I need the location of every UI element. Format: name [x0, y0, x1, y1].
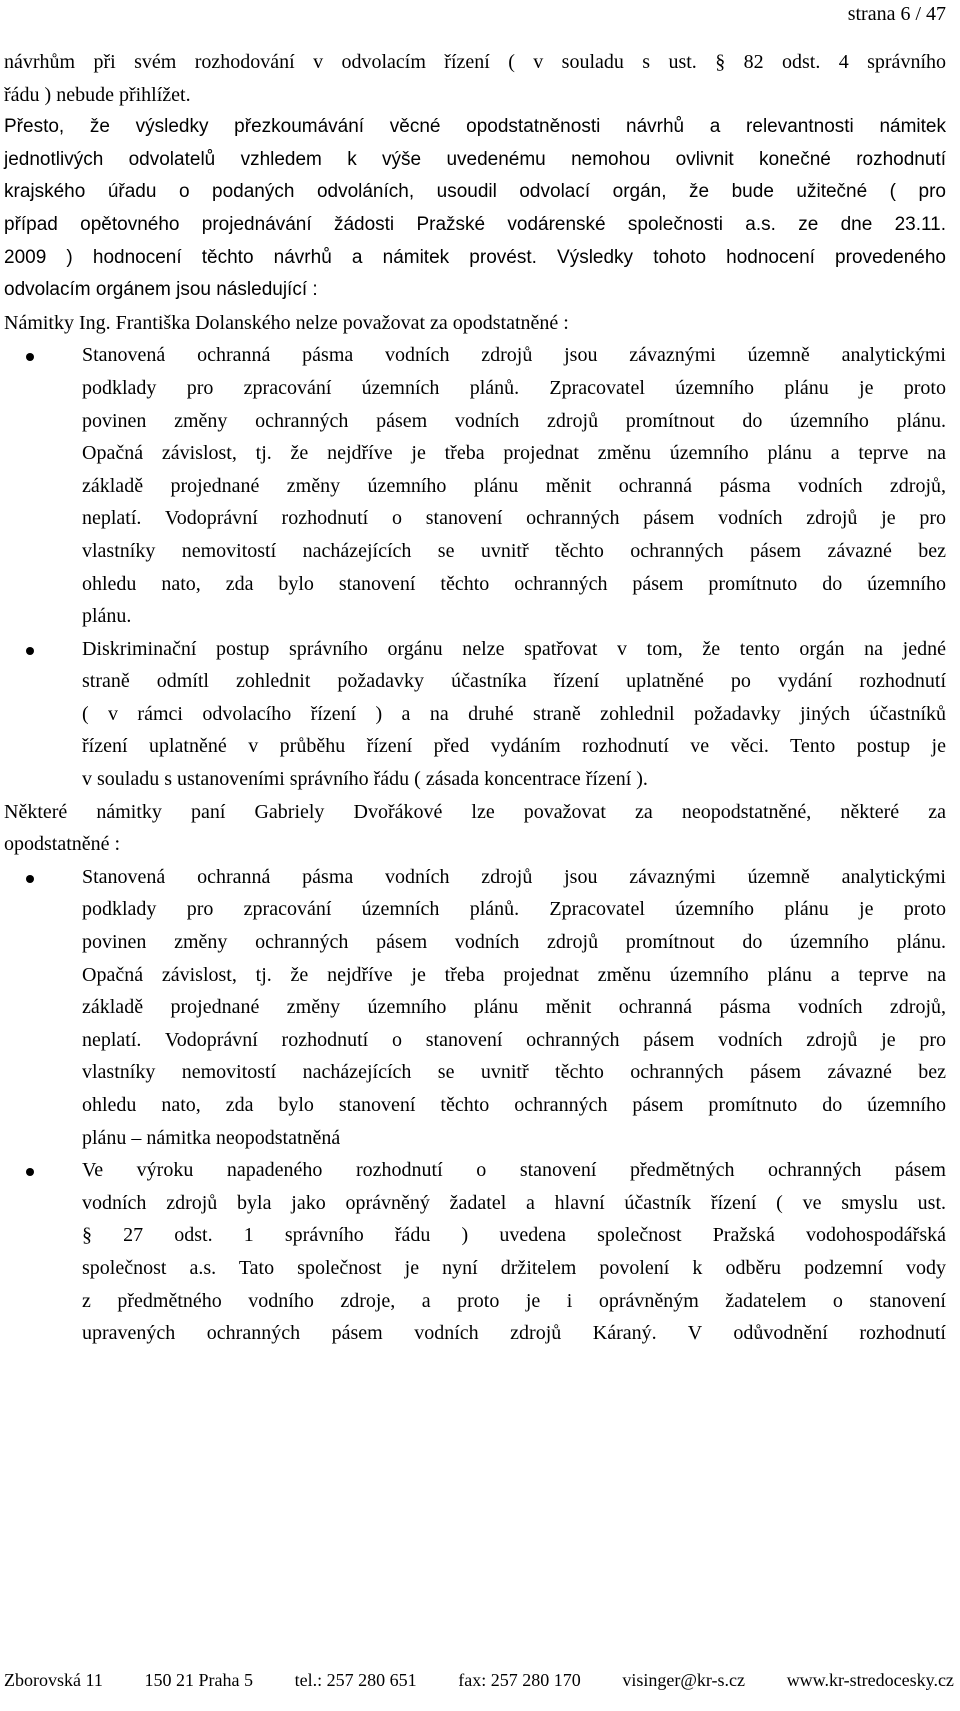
text-line: vlastníky nemovitostí nacházejících se uvnitř těchto ochranných pásem závazné bez — [82, 539, 946, 562]
text-line: Některé námitky paní Gabriely Dvořákové lze považovat za neopodstatněné, některé za — [4, 800, 946, 823]
text-line: § 27 odst. 1 správního řádu ) uvedena společnost Pražská vodohospodářská — [82, 1224, 946, 1247]
list-item — [4, 861, 946, 1154]
text-line: odvolacím orgánem jsou následující : — [4, 279, 318, 301]
list-item — [4, 1154, 946, 1350]
section-heading-dolansky — [4, 307, 946, 340]
text-line: Stanovená ochranná pásma vodních zdrojů jsou závaznými územně analytickými — [82, 865, 946, 888]
document-body — [4, 46, 946, 1350]
text-line: neplatí. Vodoprávní rozhodnutí o stanovení ochranných pásem vodních zdrojů je pro — [82, 507, 946, 530]
text-line: z předmětného vodního zdroje, a proto je i oprávněným žadatelem o stanovení — [82, 1289, 946, 1312]
text-line: krajského úřadu o podaných odvoláních, usoudil odvolací orgán, že bude užitečné ( pro — [4, 181, 946, 203]
footer-phone: tel.: 257 280 651 — [294, 1670, 417, 1690]
text-line: společnost a.s. Tato společnost je nyní držitelem povolení k odběru podzemní vody — [82, 1256, 946, 1279]
page-footer — [4, 1669, 954, 1691]
text-line: povinen změny ochranných pásem vodních zdrojů promítnout do územního plánu. — [82, 409, 946, 432]
text-line: základě projednané změny územního plánu měnit ochranná pásma vodních zdrojů, — [82, 474, 946, 497]
text-line: straně odmítl zohlednit požadavky účastníka řízení uplatněné po vydání rozhodnutí — [82, 670, 946, 693]
list-item — [4, 339, 946, 632]
text-line: vodních zdrojů byla jako oprávněný žadatel a hlavní účastník řízení ( ve smyslu ust. — [82, 1191, 946, 1214]
text-line: jednotlivých odvolatelů vzhledem k výše uvedenému nemohou ovlivnit konečné rozhodnutí — [4, 148, 946, 170]
footer-web-link[interactable]: www.kr-stredocesky.cz — [786, 1670, 954, 1690]
text-line: podklady pro zpracování územních plánů. Zpracovatel územního plánu je proto — [82, 376, 946, 399]
text-line: základě projednané změny územního plánu měnit ochranná pásma vodních zdrojů, — [82, 996, 946, 1019]
text-line: v souladu s ustanoveními správního řádu ( zásada koncentrace řízení ). — [82, 768, 648, 791]
text-line: Námitky Ing. Františka Dolanského nelze považovat za opodstatněné : — [4, 311, 569, 334]
section-heading-dvorakova — [4, 796, 946, 861]
footer-email-link[interactable]: visinger@kr-s.cz — [622, 1670, 746, 1690]
text-line: plánu. — [82, 605, 132, 628]
text-line: ohledu nato, zda bylo stanovení těchto ochranných pásem promítnuto do územního — [82, 1094, 946, 1116]
text-line: povinen změny ochranných pásem vodních zdrojů promítnout do územního plánu. — [82, 931, 946, 954]
evaluation-paragraph — [4, 111, 946, 307]
text-line: řízení uplatněné v průběhu řízení před vydáním rozhodnutí ve věci. Tento postup je — [82, 735, 946, 758]
text-line: návrhům při svém rozhodování v odvolacím řízení ( v souladu s ust. § 82 odst. 4 správního — [4, 51, 946, 73]
text-line: případ opětovného projednávání žádosti Pražské vodárenské společnosti a.s. ze dne 23.11. — [4, 213, 946, 235]
text-line: neplatí. Vodoprávní rozhodnutí o stanovení ochranných pásem vodních zdrojů je pro — [82, 1028, 946, 1051]
footer-fax: fax: 257 280 170 — [458, 1670, 581, 1690]
text-line: Diskriminační postup správního orgánu nelze spatřovat v tom, že tento orgán na jedné — [82, 637, 946, 660]
text-line: podklady pro zpracování územních plánů. Zpracovatel územního plánu je proto — [82, 898, 946, 921]
text-line: upravených ochranných pásem vodních zdrojů Káraný. V odůvodnění rozhodnutí — [82, 1322, 946, 1345]
text-line: Opačná závislost, tj. že nejdříve je třeba projednat změnu územního plánu a teprve na — [82, 442, 946, 465]
text-line: Stanovená ochranná pásma vodních zdrojů jsou závaznými územně analytickými — [82, 344, 946, 367]
text-line: Přesto, že výsledky přezkoumávání věcné opodstatněnosti návrhů a relevantnosti námitek — [4, 116, 946, 138]
page-number: strana 6 / 47 — [847, 3, 946, 25]
footer-address: Zborovská 11 — [4, 1670, 103, 1690]
objection-list-dvorakova — [4, 861, 946, 1350]
text-line: opodstatněné : — [4, 833, 121, 856]
text-line: Opačná závislost, tj. že nejdříve je třeba projednat změnu územního plánu a teprve na — [82, 963, 946, 986]
text-line: Ve výroku napadeného rozhodnutí o stanovení předmětných ochranných pásem — [82, 1159, 946, 1182]
objection-list-dolansky — [4, 339, 946, 795]
list-item — [4, 633, 946, 796]
text-line: 2009 ) hodnocení těchto návrhů a námitek provést. Výsledky tohoto hodnocení provedeného — [4, 246, 946, 268]
text-line: plánu – námitka neopodstatněná — [82, 1126, 341, 1149]
intro-paragraph — [4, 46, 946, 111]
text-line: ohledu nato, zda bylo stanovení těchto ochranných pásem promítnuto do územního — [82, 572, 946, 595]
text-line: vlastníky nemovitostí nacházejících se uvnitř těchto ochranných pásem závazné bez — [82, 1061, 946, 1084]
text-line: řádu ) nebude přihlížet. — [4, 83, 191, 106]
footer-postcode: 150 21 Praha 5 — [144, 1670, 253, 1690]
text-line: ( v rámci odvolacího řízení ) a na druhé straně zohlednil požadavky jiných účastníků — [82, 702, 946, 725]
